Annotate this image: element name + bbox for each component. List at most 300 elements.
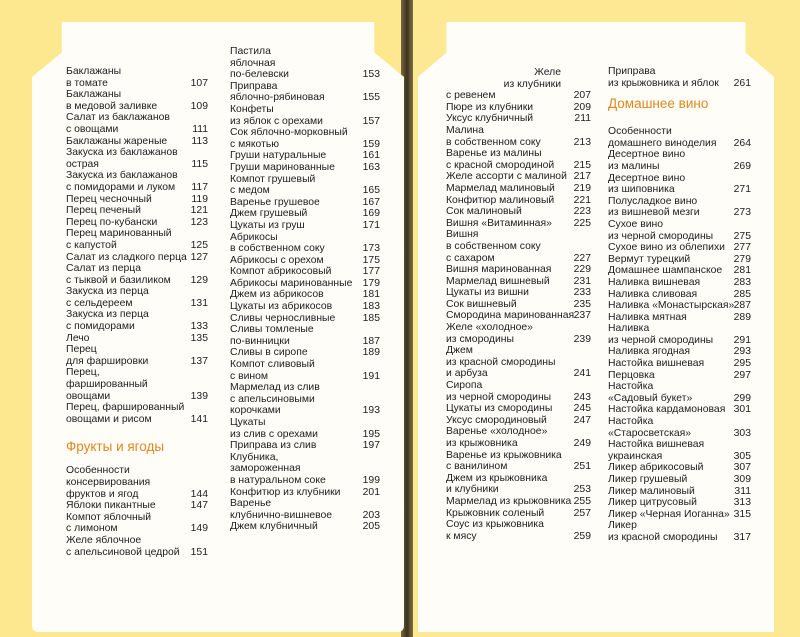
- toc-entry-title: Варенье «холодное»: [446, 426, 548, 438]
- toc-entry-page: 241: [573, 368, 591, 380]
- toc-entry: [446, 473, 591, 485]
- toc-entry-page: 279: [733, 253, 751, 265]
- toc-entry-page: 135: [190, 332, 208, 344]
- toc-entry-title: с красной смородиной: [446, 159, 555, 171]
- toc-entry: [446, 160, 591, 172]
- spacer: [66, 455, 208, 465]
- toc-entry: [230, 382, 380, 394]
- toc-entry-title: Вермут турецкий: [608, 253, 691, 265]
- toc-entry-title: с помидорами: [66, 321, 135, 333]
- toc-entry-title: Джем: [446, 345, 473, 357]
- toc-entry-page: 179: [362, 277, 380, 289]
- toc-entry-page: 237: [573, 310, 591, 322]
- toc-entry: [446, 195, 591, 207]
- toc-entry-page: 259: [573, 530, 591, 542]
- toc-entry-title: Ликер цитрусовый: [608, 497, 697, 509]
- toc-entry-page: 181: [362, 289, 380, 301]
- toc-entry-page: 125: [190, 239, 208, 251]
- toc-entry-page: 243: [573, 391, 591, 403]
- toc-entry-title: Клубника,: [230, 451, 279, 463]
- toc-entry-page: 131: [190, 297, 208, 309]
- toc-entry-title: Конфитюр из клубники: [230, 486, 341, 498]
- toc-entry-title: Особенности: [608, 126, 672, 138]
- toc-entry: [446, 206, 591, 218]
- toc-entry-title: Ликер «Черная Иоганна»: [608, 508, 730, 520]
- toc-entry-title: Десертное вино: [608, 149, 686, 161]
- toc-entry-title: замороженная: [230, 463, 301, 475]
- toc-entry: [446, 403, 591, 415]
- toc-entry: [230, 104, 380, 116]
- toc-entry-title: Сухое вино: [608, 218, 664, 230]
- toc-entry-title: Желе «холодное»: [446, 322, 533, 334]
- toc-entry-title: Сливы томленые: [230, 324, 314, 336]
- toc-entry-page: 185: [362, 312, 380, 324]
- toc-entry: [446, 334, 591, 346]
- toc-entry: [608, 416, 751, 428]
- toc-entry-title: Полусладкое вино: [608, 195, 698, 207]
- toc-entry: [230, 289, 380, 301]
- toc-entry-page: 141: [190, 413, 208, 425]
- toc-entry-title: из черной смородины: [608, 230, 714, 242]
- toc-entry: [608, 173, 751, 185]
- toc-entry: [66, 228, 208, 240]
- toc-entry-page: 283: [733, 276, 751, 288]
- toc-entry-page: 251: [573, 461, 591, 473]
- toc-entry-page: 107: [190, 77, 208, 89]
- toc-entry-title: Наливка сливовая: [608, 288, 698, 300]
- toc-entry-title: Цукаты из смородины: [446, 403, 553, 415]
- toc-entry: [230, 162, 380, 174]
- toc-entry-title: Варенье грушевое: [230, 196, 320, 208]
- toc-entry: [230, 301, 380, 313]
- toc-entry-title: с капустой: [66, 239, 117, 251]
- toc-entry: [66, 298, 208, 310]
- toc-entry: [608, 300, 751, 312]
- toc-entry-title: Цукаты из груш: [230, 219, 305, 231]
- toc-entry-title: Малина: [446, 124, 484, 136]
- toc-entry: [446, 415, 591, 427]
- toc-entry-title: Груши маринованные: [230, 161, 335, 173]
- toc-entry-page: 293: [733, 346, 751, 358]
- toc-entry: [230, 243, 380, 255]
- toc-entry: [230, 510, 380, 522]
- toc-entry: [230, 46, 380, 58]
- toc-entry-page: 133: [190, 321, 208, 333]
- toc-entry-page: 113: [191, 135, 208, 147]
- toc-entry: [66, 252, 208, 264]
- toc-entry-title: для фаршировки: [66, 355, 149, 367]
- toc-entry-title: с ревенем: [446, 90, 496, 102]
- toc-entry-page: 193: [362, 405, 380, 417]
- toc-entry-title: Цукаты: [230, 417, 266, 428]
- toc-entry-page: 121: [190, 205, 208, 217]
- toc-entry-page: 151: [190, 546, 208, 558]
- toc-entry-page: 157: [362, 115, 380, 127]
- toc-entry-page: 225: [573, 217, 591, 229]
- toc-entry-title: Варенье: [230, 498, 272, 510]
- toc-entry-page: 229: [573, 264, 591, 276]
- toc-entry-title: Цукаты из вишни: [446, 287, 529, 299]
- toc-entry: [66, 101, 208, 113]
- toc-entry: [230, 58, 380, 70]
- toc-entry-title: Мармелад из крыжовника: [446, 495, 572, 507]
- toc-entry-page: 187: [362, 335, 380, 347]
- toc-entry: [66, 182, 208, 194]
- toc-entry-title: из яблок с орехами: [230, 115, 323, 127]
- toc-entry-title: Настойка вишневая: [608, 358, 705, 370]
- toc-entry: [66, 205, 208, 217]
- toc-entry-title: Перец печеный: [66, 205, 141, 217]
- toc-entry-page: 111: [192, 123, 208, 135]
- toc-entry-title: Закуска из баклажанов: [66, 147, 178, 159]
- toc-entry-title: Лечо: [66, 332, 90, 344]
- toc-entry-title: Наливка вишневая: [608, 276, 701, 288]
- toc-entry: [608, 138, 751, 150]
- toc-entry-title: украинская: [608, 450, 663, 462]
- toc-entry: [66, 500, 208, 512]
- toc-entry: [66, 379, 208, 391]
- toc-entry: [230, 405, 380, 417]
- toc-entry-title: овощами: [66, 390, 111, 402]
- toc-entry-title: яблочно-рябиновая: [230, 92, 325, 104]
- toc-entry-title: консервирования: [66, 477, 151, 488]
- toc-entry: [446, 113, 591, 125]
- toc-entry-title: в натуральном соке: [230, 474, 326, 486]
- toc-entry: [608, 66, 751, 78]
- toc-entry-title: корочками: [230, 405, 281, 417]
- toc-entry-title: и арбуза: [446, 368, 488, 380]
- toc-entry-title: фаршированный: [66, 379, 148, 391]
- toc-entry-title: Баклажаны: [66, 89, 122, 101]
- toc-entry: [230, 266, 380, 278]
- toc-entry: [230, 92, 380, 104]
- toc-entry-title: домашнего виноделия: [608, 137, 717, 149]
- toc-entry: [446, 218, 591, 230]
- toc-entry: [608, 126, 751, 138]
- toc-entry-title: Мармелад из слив: [230, 382, 320, 394]
- toc-entry-title: с апельсиновой цедрой: [66, 546, 180, 558]
- toc-entry-page: 315: [733, 508, 751, 520]
- toc-entry-page: 209: [573, 101, 591, 113]
- toc-entry: [230, 81, 380, 93]
- toc-entry-title: Компот абрикосовый: [230, 266, 332, 278]
- toc-entry-title: Компот грушевый: [230, 173, 316, 185]
- toc-entry: [66, 112, 208, 124]
- toc-entry: [608, 277, 751, 289]
- toc-entry: [446, 253, 591, 265]
- toc-entry-title: Перец чесночный: [66, 193, 152, 205]
- toc-entry: [608, 242, 751, 254]
- toc-entry-title: из черной смородины: [608, 334, 714, 346]
- toc-entry-title: Сиропа: [446, 380, 483, 392]
- toc-entry-page: 175: [362, 254, 380, 266]
- toc-entry: [446, 125, 591, 137]
- toc-entry: [608, 184, 751, 196]
- toc-entry: [66, 136, 208, 148]
- toc-entry: [230, 232, 380, 244]
- toc-entry: [230, 359, 380, 371]
- toc-entry-page: 115: [191, 158, 208, 170]
- toc-entry-page: 177: [362, 266, 380, 278]
- toc-entry-title: Желе: [534, 67, 561, 78]
- toc-entry-title: Домашнее шампанское: [608, 265, 723, 277]
- toc-entry-page: 189: [362, 347, 380, 359]
- toc-entry-page: 273: [733, 207, 751, 219]
- toc-entry-page: 147: [190, 500, 208, 512]
- toc-entry: [66, 309, 208, 321]
- toc-entry-title: Джем грушевый: [230, 208, 308, 220]
- toc-entry-title: Уксус клубничный: [446, 113, 534, 125]
- toc-entry-title: из красной смородины: [446, 356, 556, 368]
- toc-entry: [230, 208, 380, 220]
- toc-entry: [608, 149, 751, 161]
- toc-entry-title: из черной смородины: [446, 391, 552, 403]
- toc-entry: [608, 404, 751, 416]
- toc-entry: [66, 535, 208, 547]
- toc-entry-title: Пастила: [230, 46, 271, 57]
- toc-entry: [230, 475, 380, 487]
- toc-entry-page: 261: [733, 77, 751, 89]
- toc-entry-page: 287: [733, 300, 751, 312]
- toc-entry: [230, 255, 380, 267]
- toc-entry: [446, 102, 591, 114]
- spacer: [608, 112, 751, 126]
- toc-entry-page: 303: [733, 427, 751, 439]
- toc-entry-title: из малины: [608, 160, 660, 172]
- toc-entry: [608, 451, 751, 463]
- toc-entry-page: 201: [362, 486, 380, 498]
- toc-entry-title: Компот сливовый: [230, 359, 315, 371]
- toc-entry: [446, 519, 591, 531]
- toc-entry: [66, 147, 208, 159]
- toc-entry-title: Вишня: [446, 229, 479, 241]
- toc-entry: [608, 161, 751, 173]
- toc-entry-title: с овощами: [66, 123, 119, 135]
- toc-entry-title: с мякотью: [230, 138, 280, 150]
- toc-entry-title: Особенности: [66, 465, 130, 477]
- toc-entry-page: 215: [573, 159, 591, 171]
- toc-entry: [66, 286, 208, 298]
- toc-entry-title: Настойка: [608, 381, 654, 393]
- toc-entry-title: Десертное вино: [608, 172, 686, 184]
- toc-entry: [66, 356, 208, 368]
- toc-entry-title: из клубники: [503, 78, 561, 90]
- toc-entry-title: «Старосветская»: [608, 427, 692, 439]
- toc-entry-page: 277: [733, 242, 751, 254]
- toc-entry: [608, 196, 751, 208]
- toc-entry-page: 219: [573, 182, 591, 194]
- toc-entry-page: 217: [573, 171, 591, 183]
- toc-entry: [230, 150, 380, 162]
- toc-entry: [446, 171, 591, 183]
- toc-entry-title: Конфитюр малиновый: [446, 194, 555, 206]
- toc-entry-page: 257: [573, 507, 591, 519]
- toc-entry-title: из слив с орехами: [230, 428, 318, 440]
- toc-entry-page: 231: [573, 275, 591, 287]
- toc-entry: [446, 90, 591, 102]
- toc-entry-page: 275: [733, 230, 751, 242]
- toc-entry-title: в собственном соку: [446, 240, 541, 252]
- toc-entry-title: Смородина маринованная: [446, 310, 575, 322]
- toc-entry-title: Ликер малиновый: [608, 485, 695, 497]
- toc-entry-title: Конфеты: [230, 103, 274, 115]
- toc-entry-title: Желе яблочное: [66, 534, 142, 546]
- toc-entry-page: 137: [190, 355, 208, 367]
- toc-entry-title: Соус из крыжовника: [446, 519, 544, 531]
- toc-entry-title: Приправа из слив: [230, 440, 317, 452]
- toc-entry-title: Вишня маринованная: [446, 264, 552, 276]
- toc-entry-title: Варенье из малины: [446, 148, 542, 160]
- toc-entry: [230, 463, 380, 475]
- toc-entry: [230, 127, 380, 139]
- toc-entry-title: с помидорами и луком: [66, 181, 176, 193]
- toc-entry-page: 127: [190, 251, 208, 263]
- toc-entry: [66, 465, 208, 477]
- toc-entry-title: и клубники: [446, 484, 499, 496]
- toc-entry: [446, 357, 591, 369]
- toc-entry-title: Варенье из крыжовника: [446, 449, 562, 461]
- toc-entry: [230, 417, 380, 429]
- toc-entry: [608, 323, 751, 335]
- toc-entry-title: Настойка кардамоновая: [608, 404, 726, 416]
- toc-entry: [446, 345, 591, 357]
- toc-entry-page: 255: [573, 495, 591, 507]
- toc-entry-page: 195: [362, 428, 380, 440]
- toc-entry-title: Закуска из перца: [66, 309, 149, 321]
- toc-entry: [608, 358, 751, 370]
- toc-entry-page: 245: [573, 403, 591, 415]
- toc-entry: [66, 344, 208, 356]
- toc-entry-page: 161: [362, 150, 380, 162]
- toc-entry-title: Мармелад вишневый: [446, 275, 550, 287]
- toc-entry-title: Сухое вино из облепихи: [608, 242, 725, 254]
- toc-entry-title: овощами и рисом: [66, 413, 152, 425]
- toc-entry-title: Баклажаны: [66, 66, 122, 77]
- toc-entry: [608, 346, 751, 358]
- toc-entry: [446, 287, 591, 299]
- toc-entry-title: «Садовый букет»: [608, 392, 693, 404]
- toc-entry: [446, 264, 591, 276]
- toc-entry: [446, 368, 591, 380]
- toc-entry-title: Компот яблочный: [66, 511, 152, 523]
- right-page-column-1: [446, 67, 591, 542]
- toc-entry-title: Салат из перца: [66, 263, 142, 275]
- toc-entry-title: Наливка ягодная: [608, 346, 691, 358]
- toc-entry: [230, 429, 380, 441]
- toc-entry-page: 253: [573, 484, 591, 496]
- toc-entry-page: 291: [733, 334, 751, 346]
- toc-entry: [230, 452, 380, 464]
- left-page-column-2: [230, 46, 380, 533]
- toc-entry-title: Сливы в сиропе: [230, 347, 308, 359]
- toc-entry: [66, 89, 208, 101]
- toc-entry: [230, 139, 380, 151]
- toc-entry-page: 165: [362, 185, 380, 197]
- toc-entry-title: Салат из сладкого перца: [66, 251, 187, 263]
- toc-entry-title: с медом: [230, 185, 270, 197]
- toc-entry: [446, 322, 591, 334]
- toc-entry-title: Мармелад малиновый: [446, 182, 555, 194]
- toc-entry-page: 299: [733, 392, 751, 404]
- toc-entry-page: 305: [733, 450, 751, 462]
- toc-entry-title: из шиповника: [608, 184, 675, 196]
- toc-entry-title: с сельдереем: [66, 297, 133, 309]
- toc-entry: [446, 310, 591, 322]
- toc-entry-title: по-белевски: [230, 69, 289, 81]
- toc-entry: [446, 450, 591, 462]
- toc-entry-title: Цукаты из абрикосов: [230, 301, 333, 313]
- toc-entry: [230, 278, 380, 290]
- toc-entry-page: 233: [573, 287, 591, 299]
- toc-entry-title: из крыжовника: [446, 438, 518, 449]
- toc-entry-title: Наливка: [608, 323, 650, 335]
- toc-entry: [608, 265, 751, 277]
- toc-entry: [66, 547, 208, 559]
- toc-entry-title: Перец,: [66, 367, 100, 379]
- toc-entry: [446, 426, 591, 438]
- toc-entry-title: с апельсиновыми: [230, 393, 315, 405]
- toc-entry-title: Перец: [66, 344, 97, 356]
- toc-entry: [66, 367, 208, 379]
- toc-entry-title: Перцовка: [608, 369, 655, 381]
- toc-entry-page: 285: [733, 288, 751, 300]
- toc-entry-title: Абрикосы: [230, 231, 278, 243]
- toc-entry-page: 264: [733, 137, 751, 149]
- toc-entry-page: 269: [733, 160, 751, 172]
- toc-entry: [230, 521, 380, 533]
- toc-entry: [446, 392, 591, 404]
- toc-entry-title: Джем из крыжовника: [446, 472, 548, 484]
- toc-entry-page: 171: [362, 219, 380, 231]
- toc-entry: [66, 321, 208, 333]
- toc-entry: [66, 194, 208, 206]
- toc-entry-title: Наливка «Монастырская»: [608, 300, 735, 312]
- toc-entry-page: 123: [190, 216, 208, 228]
- toc-entry-page: 167: [362, 196, 380, 208]
- toc-entry-title: в медовой заливке: [66, 100, 158, 112]
- toc-entry-title: Баклажаны жареные: [66, 135, 168, 147]
- toc-entry: [446, 67, 591, 79]
- toc-entry-page: 163: [362, 161, 380, 173]
- toc-entry-page: 281: [733, 265, 751, 277]
- toc-entry-title: Приправа: [608, 66, 656, 77]
- toc-entry-page: 289: [733, 311, 751, 323]
- toc-entry: [230, 371, 380, 383]
- toc-entry: [66, 391, 208, 403]
- toc-entry-title: с лимоном: [66, 523, 118, 535]
- toc-entry: [446, 461, 591, 473]
- toc-entry-page: 309: [733, 474, 751, 485]
- toc-entry: [230, 69, 380, 81]
- toc-entry-page: 149: [190, 523, 208, 535]
- toc-entry-title: Ликер грушевый: [608, 474, 688, 485]
- toc-entry: [66, 217, 208, 229]
- toc-entry-title: Желе ассорти с малиной: [446, 171, 567, 183]
- toc-entry-title: Закуска из баклажанов: [66, 170, 178, 182]
- toc-entry-page: 317: [733, 531, 751, 543]
- toc-entry-title: Ликер абрикосовый: [608, 462, 704, 474]
- toc-entry: [66, 66, 208, 78]
- toc-entry-title: Груши натуральные: [230, 150, 327, 162]
- spacer: [66, 425, 208, 439]
- toc-entry-page: 239: [573, 333, 591, 345]
- toc-entry-title: Сок вишневый: [446, 298, 517, 310]
- toc-entry: [608, 289, 751, 301]
- toc-entry-page: 211: [574, 113, 591, 125]
- toc-entry-page: 221: [573, 194, 591, 206]
- toc-entry-page: 203: [362, 509, 380, 521]
- toc-entry-title: из смородины: [446, 333, 514, 345]
